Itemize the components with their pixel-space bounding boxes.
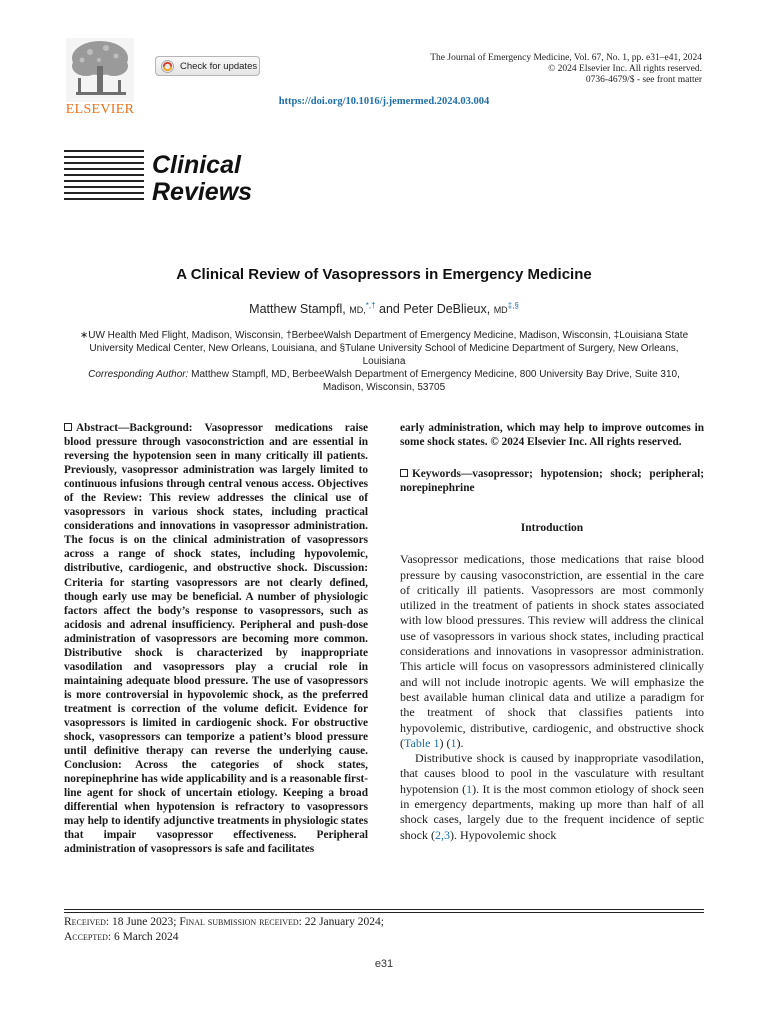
left-column — [64, 421, 368, 856]
author-conjunction: and — [375, 302, 404, 317]
square-bullet-icon — [400, 469, 408, 477]
corresponding-author-text: Matthew Stampfl, MD, BerbeeWalsh Department of Emergency Medicine, 800 University Bay Drive, Suite 310, Madison, Wisconsin, 53705 — [188, 369, 680, 393]
section-lines-graphic — [64, 150, 144, 202]
received-label: Received — [64, 916, 106, 928]
check-updates-icon — [161, 60, 174, 73]
elsevier-tree-icon — [66, 38, 134, 102]
paragraph — [400, 751, 704, 843]
paragraph — [400, 552, 704, 751]
table-link[interactable]: Table 1 — [404, 735, 440, 750]
paragraph-text: ) ( — [439, 735, 451, 750]
author-name: Matthew Stampfl, — [249, 302, 346, 317]
keywords-text: Keywords—vasopressor; hypotension; shock; peripheral; norepinephrine — [400, 468, 704, 495]
reference-link[interactable]: 1 — [450, 735, 457, 750]
author-line — [0, 301, 768, 316]
author-degree: MD, — [349, 305, 366, 316]
paragraph-text: ). Hypovolemic shock — [450, 827, 557, 842]
reference-link[interactable]: 1 — [466, 781, 473, 796]
accepted-label: Accepted — [64, 931, 108, 943]
issn-line: 0736-4679/$ - see front matter — [585, 75, 702, 85]
paragraph-text: ). It is the most common etiology of shock seen in emergency departments, making up more than half of all shock cases, largely due to the frequent incidence of septic shock ( — [400, 781, 704, 842]
page-number: e31 — [374, 958, 394, 970]
right-column — [400, 421, 704, 843]
received-date: : 18 June 2023; — [105, 916, 180, 928]
elsevier-wordmark: ELSEVIER — [65, 102, 135, 117]
corresponding-author-label: Corresponding Author: — [88, 369, 189, 380]
abstract-text: Abstract—Background: Vasopressor medications raise blood pressure through vasoconstriction and are essential in reversing the hypotension seen in many critically ill patients. Previously, vasopressor administration was largely limited to continuous infusions through central venous access. Objectives of the Review: This review addresses the clinical use of vasopressors in various shock states, including practical considerations and innovations in vasopressor administration. The focus is on the clinical administration of vasopressors across a range of shock states, including hypovolemic, distributive, cardiogenic, and obstructive shock. Discussion: Criteria for starting vasopressors are not clearly defined, though early use may be beneficial. A number of physiologic factors affect the body’s response to vasopressors, such as acidosis and adrenal insufficiency. Peripheral and push-dose administration of vasopressors are becoming more common. Distributive shock is characterized by inappropriate vasodilation and vasopressors play a crucial role in maintaining adequate blood pressure. The use of vasopressors is more controversial in hypovolemic shock, as the preferred treatment is correction of the volume deficit. Evidence for vasopressors is limited in cardiogenic shock. For obstructive shock, vasopressors can temporize a patient’s blood pressure until definitive therapy can reverse the underlying cause. Conclusion: Across the categories of shock states, norepinephrine has wide applicability and is a reasonable first-line agent for shock of uncertain etiology. Keeping a broad differential when hypotension is refractory to vasopressors may help to identify adjunctive treatments in physiologic states that impair vasopressor effectiveness. Peripheral administration of vasopressors is safe and facilitates — [64, 422, 368, 856]
paragraph-text: Distributive shock is caused by inappropriate vasodilation, that causes blood to pool in the vasculature with resultant hypotension ( — [400, 751, 704, 796]
reference-link[interactable]: 2,3 — [435, 827, 450, 842]
author-affiliation-link[interactable]: *,† — [365, 301, 376, 310]
author-name: Peter DeBlieux, — [403, 302, 491, 317]
article-history — [64, 915, 384, 945]
abstract-continued: early administration, which may help to improve outcomes in some shock states. © 2024 Elsevier Inc. All rights reserved. — [400, 422, 704, 449]
affiliations: ∗UW Health Med Flight, Madison, Wisconsin, †BerbeeWalsh Department of Emergency Medicine, Madison, Wisconsin, ‡Louisiana State University Medical Center, New Orleans, Louisiana, and §Tulane University School of Medicine Department of Surgery, New Orleans, Louisiana — [79, 330, 689, 367]
final-submission-date: : 22 January 2024; — [298, 916, 384, 928]
section-heading-introduction: Introduction — [520, 522, 584, 535]
paragraph-text: Vasopressor medications, those medications that raise blood pressure by causing vasoconstriction, are essential in the care of critically ill patients. Vasopressors are most commonly utilized in the treatment of patients in shock states associated with low blood pressures. This review will address the clinical use of vasopressors in various shock states, including practical considerations and innovations in vasopressor administration. This article will focus on vasopressors administered clinically and will not include inotropic agents. We will emphasize the best available human clinical data and utilize a paradigm for the treatment of shock that classifies patients into hypovolemic, distributive, cardiogenic, and obstructive shock ( — [400, 552, 704, 750]
article-title: A Clinical Review of Vasopressors in Emergency Medicine — [176, 266, 592, 283]
footnote-divider — [64, 909, 704, 910]
journal-line: The Journal of Emergency Medicine, Vol. 67, No. 1, pp. e31–e41, 2024 — [430, 53, 702, 63]
section-title-line2: Reviews — [152, 178, 253, 206]
final-submission-label: Final submission received — [179, 916, 299, 928]
footnote-divider — [64, 912, 704, 913]
corresponding-author — [78, 368, 690, 394]
check-for-updates-button[interactable] — [155, 56, 260, 76]
paragraph-text: ). — [456, 735, 464, 750]
section-title — [152, 152, 252, 206]
keywords — [400, 467, 704, 495]
section-title-line1: Clinical — [152, 151, 241, 179]
doi-link[interactable]: https://doi.org/10.1016/j.jemermed.2024.03.004 — [278, 96, 490, 107]
journal-citation — [430, 53, 702, 86]
check-updates-label: Check for updates — [180, 60, 258, 72]
author-affiliation-link[interactable]: ‡,§ — [507, 301, 519, 310]
copyright-line: © 2024 Elsevier Inc. All rights reserved. — [548, 64, 702, 74]
square-bullet-icon — [64, 423, 72, 431]
accepted-date: : 6 March 2024 — [107, 931, 179, 943]
abstract — [64, 421, 368, 856]
author-degree: MD — [493, 305, 508, 316]
